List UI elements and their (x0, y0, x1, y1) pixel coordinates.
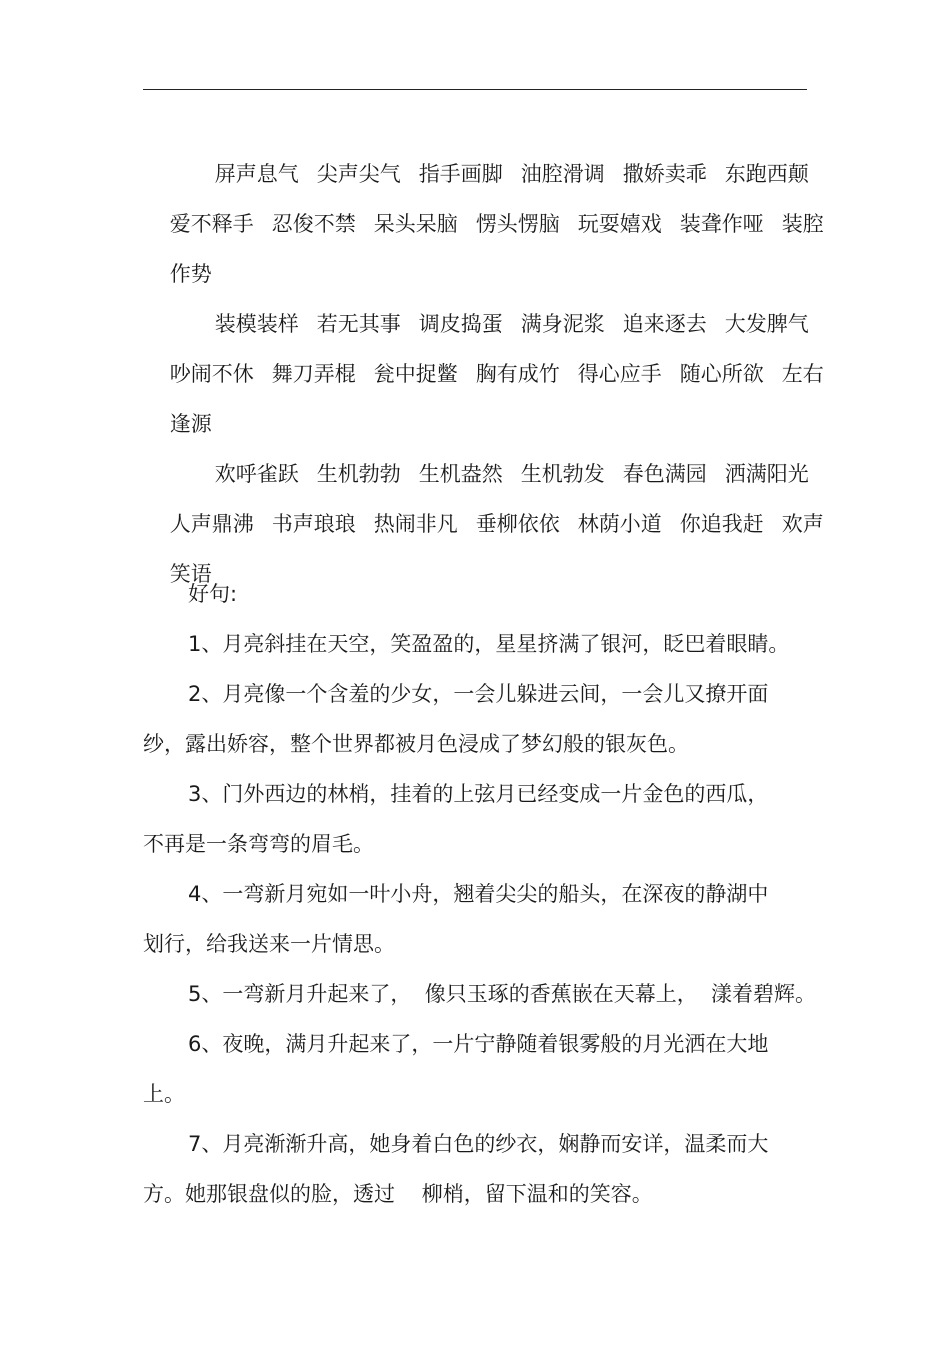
header-rule (143, 89, 807, 90)
idiom-row (143, 179, 824, 236)
idiom: 装腔 (781, 212, 824, 236)
idiom-row (143, 479, 824, 536)
idiom-row (188, 429, 868, 486)
idiom: 书声琅琅 (271, 512, 356, 536)
idiom: 装聋作哑 (679, 212, 764, 236)
sentence-line: 1、月亮斜挂在天空，笑盈盈的，星星挤满了银河，眨巴着眼睛。 (188, 632, 790, 656)
idiom: 调皮捣蛋 (418, 312, 503, 336)
section-heading: 好句: (188, 582, 238, 606)
idiom: 得心应手 (577, 362, 662, 386)
sentence-line: 划行，给我送来一片情思。 (143, 932, 395, 956)
idiom: 春色满园 (622, 462, 707, 486)
sentence-line: 5、一弯新月升起来了， 像只玉琢的香蕉嵌在天幕上， 漾着碧辉。 (188, 982, 817, 1006)
idiom: 生机勃发 (520, 462, 605, 486)
idiom-row (188, 129, 868, 186)
idiom: 生机盎然 (418, 462, 503, 486)
idiom: 若无其事 (316, 312, 401, 336)
idiom: 尖声尖气 (316, 162, 401, 186)
idiom: 笑语 (169, 562, 212, 586)
idiom: 你追我赶 (679, 512, 764, 536)
idiom: 追来逐去 (622, 312, 707, 336)
idiom: 胸有成竹 (475, 362, 560, 386)
idiom: 瓮中捉鳖 (373, 362, 458, 386)
idiom: 作势 (169, 262, 212, 286)
idiom: 东跑西颠 (724, 162, 809, 186)
idiom: 指手画脚 (418, 162, 503, 186)
idiom: 撒娇卖乖 (622, 162, 707, 186)
sentence-line: 2、月亮像一个含羞的少女，一会儿躲进云间，一会儿又撩开面 (188, 682, 769, 706)
idiom: 舞刀弄棍 (271, 362, 356, 386)
idiom: 满身泥浆 (520, 312, 605, 336)
sentence-line: 6、夜晚，满月升起来了，一片宁静随着银雾般的月光洒在大地 (188, 1032, 769, 1056)
idiom: 爱不释手 (169, 212, 254, 236)
idiom: 欢呼雀跃 (214, 462, 299, 486)
idiom: 玩耍嬉戏 (577, 212, 662, 236)
sentence-line: 方。她那银盘似的脸，透过 柳梢，留下温和的笑容。 (143, 1182, 653, 1206)
sentence-line: 7、月亮渐渐升高，她身着白色的纱衣，娴静而安详，温柔而大 (188, 1132, 769, 1156)
idiom-row (143, 379, 823, 436)
sentence-line: 4、一弯新月宛如一叶小舟，翘着尖尖的船头，在深夜的静湖中 (188, 882, 769, 906)
idiom: 愣头愣脑 (475, 212, 560, 236)
idiom: 油腔滑调 (520, 162, 605, 186)
idiom: 欢声 (781, 512, 824, 536)
idiom: 生机勃勃 (316, 462, 401, 486)
idiom-row (143, 229, 823, 286)
idiom: 林荫小道 (577, 512, 662, 536)
idiom: 人声鼎沸 (169, 512, 254, 536)
idiom: 大发脾气 (724, 312, 809, 336)
idiom: 热闹非凡 (373, 512, 458, 536)
sentence-line: 纱，露出娇容，整个世界都被月色浸成了梦幻般的银灰色。 (143, 732, 689, 756)
idiom: 屏声息气 (214, 162, 299, 186)
idiom: 垂柳依依 (475, 512, 560, 536)
idiom: 随心所欲 (679, 362, 764, 386)
idiom-row (143, 329, 824, 386)
sentence-line: 不再是一条弯弯的眉毛。 (143, 832, 374, 856)
idiom: 装模装样 (214, 312, 299, 336)
sentence-line: 3、门外西边的林梢，挂着的上弦月已经变成一片金色的西瓜， (188, 782, 769, 806)
idiom: 左右 (781, 362, 824, 386)
idiom: 吵闹不休 (169, 362, 254, 386)
idiom: 洒满阳光 (724, 462, 809, 486)
sentence-line: 上。 (143, 1082, 185, 1106)
idiom: 呆头呆脑 (373, 212, 458, 236)
idiom: 忍俊不禁 (271, 212, 356, 236)
idiom-row (143, 529, 823, 586)
idiom-row (188, 279, 868, 336)
idiom: 逢源 (169, 412, 212, 436)
